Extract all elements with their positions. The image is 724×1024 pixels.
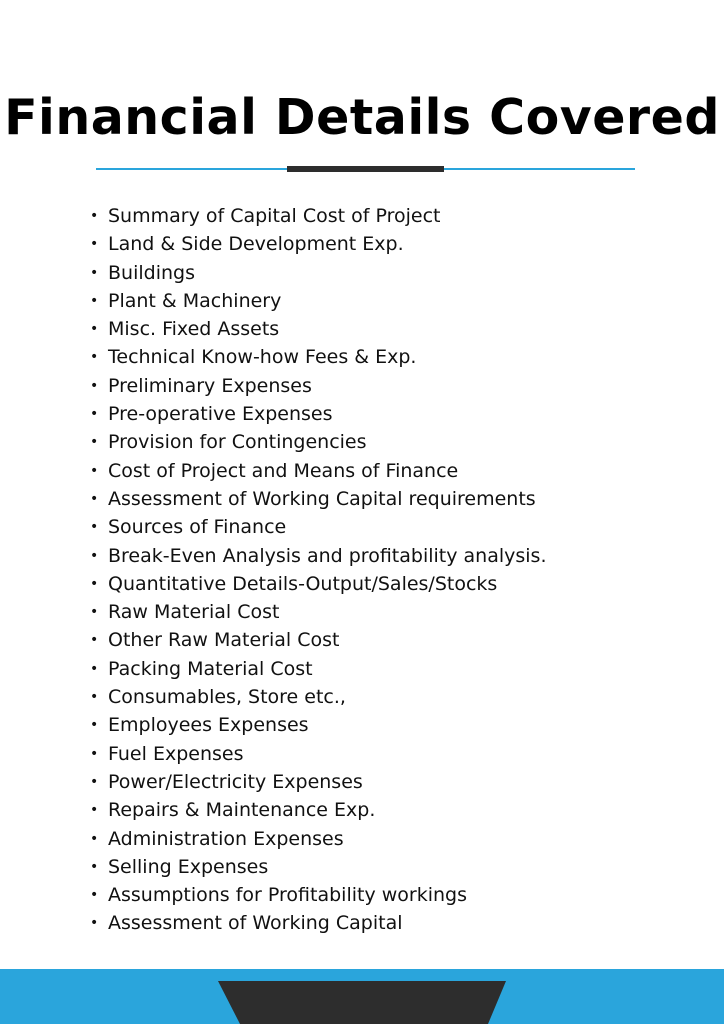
list-item-text: Administration Expenses <box>108 827 344 850</box>
bullet-icon: • <box>90 745 99 762</box>
list-item <box>90 853 546 881</box>
list-item-text: Employees Expenses <box>108 714 309 737</box>
list-item <box>90 626 546 654</box>
list-item <box>90 655 546 683</box>
list-item <box>90 259 546 287</box>
list-item-text: Raw Material Cost <box>108 601 280 624</box>
bullet-icon: • <box>90 349 99 366</box>
bullet-icon: • <box>90 547 99 564</box>
list-item <box>90 230 546 258</box>
list-item <box>90 428 546 456</box>
list-item-text: Repairs & Maintenance Exp. <box>108 799 376 822</box>
bullet-icon: • <box>90 887 99 904</box>
list-item-text: Pre-operative Expenses <box>108 403 333 426</box>
bullet-icon: • <box>90 802 99 819</box>
list-item <box>90 400 546 428</box>
list-item <box>90 343 546 371</box>
list-item-text: Assumptions for Profitability workings <box>108 884 467 907</box>
bullet-icon: • <box>90 264 99 281</box>
bullet-icon: • <box>90 377 99 394</box>
list-item <box>90 570 546 598</box>
list-item <box>90 542 546 570</box>
list-item <box>90 740 546 768</box>
list-item-text: Break-Even Analysis and profitability analysis. <box>108 544 547 567</box>
list-item-text: Provision for Contingencies <box>108 431 367 454</box>
list-item <box>90 796 546 824</box>
list-item <box>90 372 546 400</box>
list-item-text: Power/Electricity Expenses <box>108 770 363 793</box>
bullet-icon: • <box>90 490 99 507</box>
list-item <box>90 485 546 513</box>
list-item-text: Technical Know-how Fees & Exp. <box>108 346 417 369</box>
list-item <box>90 683 546 711</box>
bullet-icon: • <box>90 519 99 536</box>
list-item-text: Fuel Expenses <box>108 742 244 765</box>
bullet-icon: • <box>90 236 99 253</box>
list-item <box>90 598 546 626</box>
list-item <box>90 457 546 485</box>
bullet-icon: • <box>90 660 99 677</box>
list-item-text: Plant & Machinery <box>108 289 282 312</box>
list-item <box>90 909 546 937</box>
list-item-text: Quantitative Details-Output/Sales/Stocks <box>108 572 498 595</box>
list-item-text: Sources of Finance <box>108 516 287 539</box>
bullet-icon: • <box>90 773 99 790</box>
list-item-text: Summary of Capital Cost of Project <box>108 205 441 227</box>
list-item <box>90 315 546 343</box>
bullet-icon: • <box>90 462 99 479</box>
bullet-icon: • <box>90 717 99 734</box>
list-item-text: Assessment of Working Capital requirements <box>108 487 536 510</box>
list-item-text: Other Raw Material Cost <box>108 629 340 652</box>
bullet-icon: • <box>90 915 99 932</box>
bullet-icon: • <box>90 434 99 451</box>
bullet-icon: • <box>90 858 99 875</box>
list-item <box>90 202 546 230</box>
bullet-icon: • <box>90 321 99 338</box>
bullet-icon: • <box>90 406 99 423</box>
list-item <box>90 825 546 853</box>
bullet-icon: • <box>90 632 99 649</box>
list-item-text: Assessment of Working Capital <box>108 912 403 935</box>
bullet-icon: • <box>90 689 99 706</box>
list-item <box>90 711 546 739</box>
bullet-icon: • <box>90 575 99 592</box>
financial-details-list <box>90 202 546 938</box>
list-item-text: Buildings <box>108 261 195 284</box>
list-item-text: Selling Expenses <box>108 855 269 878</box>
title-divider-accent <box>287 166 444 172</box>
list-item <box>90 513 546 541</box>
bullet-icon: • <box>90 292 99 309</box>
list-item-text: Packing Material Cost <box>108 657 313 680</box>
list-item <box>90 287 546 315</box>
list-item <box>90 768 546 796</box>
bullet-icon: • <box>90 604 99 621</box>
bullet-icon: • <box>90 830 99 847</box>
list-item-text: Preliminary Expenses <box>108 374 312 397</box>
list-item-text: Consumables, Store etc., <box>108 686 346 709</box>
footer-dark-trapezoid <box>218 981 506 1024</box>
list-item <box>90 881 546 909</box>
page-title: Financial Details Covered <box>4 89 720 146</box>
list-item-text: Misc. Fixed Assets <box>108 318 280 341</box>
list-item-text: Land & Side Development Exp. <box>108 233 404 256</box>
bullet-icon: • <box>90 208 99 224</box>
footer-banner <box>0 969 724 1024</box>
list-item-text: Cost of Project and Means of Finance <box>108 459 459 482</box>
